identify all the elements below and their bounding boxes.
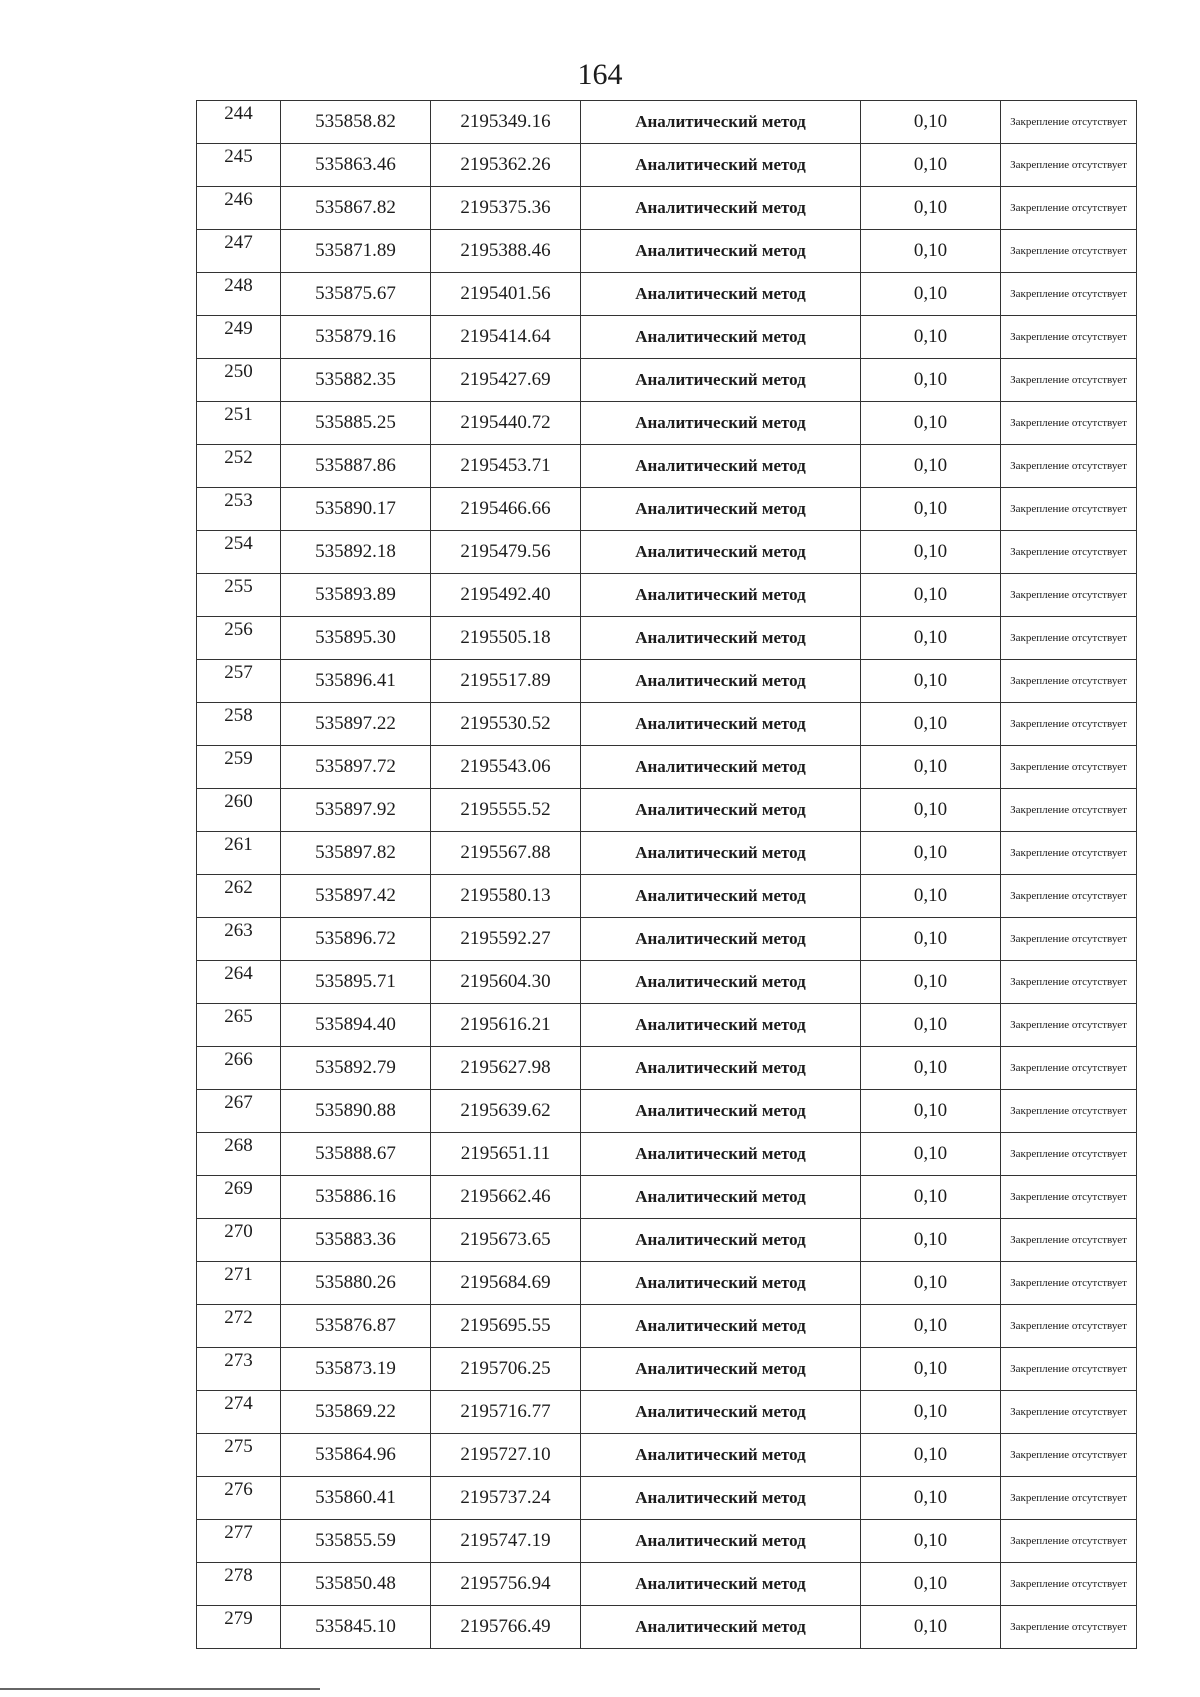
table-row	[197, 1047, 1137, 1090]
accuracy-cell: 0,10	[861, 703, 1001, 746]
accuracy-cell: 0,10	[861, 961, 1001, 1004]
method-cell: Аналитический метод	[581, 1563, 861, 1606]
x-coordinate-cell: 535885.25	[281, 402, 431, 445]
table-row	[197, 574, 1137, 617]
table-row	[197, 1520, 1137, 1563]
y-coordinate-cell: 2195517.89	[431, 660, 581, 703]
table-row	[197, 1606, 1137, 1649]
method-cell: Аналитический метод	[581, 1219, 861, 1262]
method-cell: Аналитический метод	[581, 1477, 861, 1520]
method-cell: Аналитический метод	[581, 402, 861, 445]
fixation-cell: Закрепление отсутствует	[1001, 187, 1137, 230]
fixation-cell: Закрепление отсутствует	[1001, 789, 1137, 832]
x-coordinate-cell: 535864.96	[281, 1434, 431, 1477]
accuracy-cell: 0,10	[861, 1477, 1001, 1520]
method-cell: Аналитический метод	[581, 316, 861, 359]
method-cell: Аналитический метод	[581, 144, 861, 187]
method-cell: Аналитический метод	[581, 101, 861, 144]
table-row	[197, 660, 1137, 703]
y-coordinate-cell: 2195684.69	[431, 1262, 581, 1305]
table-row	[197, 789, 1137, 832]
method-cell: Аналитический метод	[581, 1004, 861, 1047]
point-number-cell: 270	[197, 1219, 281, 1262]
fixation-cell: Закрепление отсутствует	[1001, 1520, 1137, 1563]
fixation-cell: Закрепление отсутствует	[1001, 1133, 1137, 1176]
x-coordinate-cell: 535897.72	[281, 746, 431, 789]
accuracy-cell: 0,10	[861, 1391, 1001, 1434]
accuracy-cell: 0,10	[861, 918, 1001, 961]
point-number-cell: 259	[197, 746, 281, 789]
table-row	[197, 1004, 1137, 1047]
table-row	[197, 230, 1137, 273]
point-number-cell: 263	[197, 918, 281, 961]
y-coordinate-cell: 2195604.30	[431, 961, 581, 1004]
fixation-cell: Закрепление отсутствует	[1001, 1219, 1137, 1262]
method-cell: Аналитический метод	[581, 746, 861, 789]
y-coordinate-cell: 2195737.24	[431, 1477, 581, 1520]
x-coordinate-cell: 535892.79	[281, 1047, 431, 1090]
x-coordinate-cell: 535863.46	[281, 144, 431, 187]
method-cell: Аналитический метод	[581, 789, 861, 832]
fixation-cell: Закрепление отсутствует	[1001, 1606, 1137, 1649]
table-row	[197, 1090, 1137, 1133]
table-row	[197, 531, 1137, 574]
fixation-cell: Закрепление отсутствует	[1001, 230, 1137, 273]
accuracy-cell: 0,10	[861, 445, 1001, 488]
point-number-cell: 274	[197, 1391, 281, 1434]
method-cell: Аналитический метод	[581, 1520, 861, 1563]
table-row	[197, 1348, 1137, 1391]
table-row	[197, 918, 1137, 961]
x-coordinate-cell: 535887.86	[281, 445, 431, 488]
x-coordinate-cell: 535871.89	[281, 230, 431, 273]
y-coordinate-cell: 2195388.46	[431, 230, 581, 273]
table-row	[197, 187, 1137, 230]
y-coordinate-cell: 2195555.52	[431, 789, 581, 832]
x-coordinate-cell: 535895.71	[281, 961, 431, 1004]
fixation-cell: Закрепление отсутствует	[1001, 273, 1137, 316]
point-number-cell: 275	[197, 1434, 281, 1477]
method-cell: Аналитический метод	[581, 832, 861, 875]
accuracy-cell: 0,10	[861, 273, 1001, 316]
x-coordinate-cell: 535893.89	[281, 574, 431, 617]
accuracy-cell: 0,10	[861, 1262, 1001, 1305]
point-number-cell: 246	[197, 187, 281, 230]
x-coordinate-cell: 535897.22	[281, 703, 431, 746]
y-coordinate-cell: 2195567.88	[431, 832, 581, 875]
point-number-cell: 255	[197, 574, 281, 617]
method-cell: Аналитический метод	[581, 187, 861, 230]
method-cell: Аналитический метод	[581, 1047, 861, 1090]
point-number-cell: 264	[197, 961, 281, 1004]
table-row	[197, 488, 1137, 531]
method-cell: Аналитический метод	[581, 961, 861, 1004]
y-coordinate-cell: 2195592.27	[431, 918, 581, 961]
point-number-cell: 261	[197, 832, 281, 875]
fixation-cell: Закрепление отсутствует	[1001, 1047, 1137, 1090]
table-row	[197, 1219, 1137, 1262]
accuracy-cell: 0,10	[861, 1520, 1001, 1563]
y-coordinate-cell: 2195530.52	[431, 703, 581, 746]
x-coordinate-cell: 535876.87	[281, 1305, 431, 1348]
table-row	[197, 1262, 1137, 1305]
fixation-cell: Закрепление отсутствует	[1001, 531, 1137, 574]
x-coordinate-cell: 535897.82	[281, 832, 431, 875]
y-coordinate-cell: 2195747.19	[431, 1520, 581, 1563]
table-row	[197, 961, 1137, 1004]
point-number-cell: 273	[197, 1348, 281, 1391]
method-cell: Аналитический метод	[581, 230, 861, 273]
accuracy-cell: 0,10	[861, 316, 1001, 359]
x-coordinate-cell: 535858.82	[281, 101, 431, 144]
x-coordinate-cell: 535855.59	[281, 1520, 431, 1563]
method-cell: Аналитический метод	[581, 1348, 861, 1391]
accuracy-cell: 0,10	[861, 1434, 1001, 1477]
accuracy-cell: 0,10	[861, 402, 1001, 445]
point-number-cell: 248	[197, 273, 281, 316]
table-row	[197, 1563, 1137, 1606]
fixation-cell: Закрепление отсутствует	[1001, 961, 1137, 1004]
table-row	[197, 617, 1137, 660]
point-number-cell: 245	[197, 144, 281, 187]
accuracy-cell: 0,10	[861, 1133, 1001, 1176]
table-row	[197, 402, 1137, 445]
method-cell: Аналитический метод	[581, 273, 861, 316]
method-cell: Аналитический метод	[581, 1434, 861, 1477]
point-number-cell: 276	[197, 1477, 281, 1520]
point-number-cell: 258	[197, 703, 281, 746]
y-coordinate-cell: 2195627.98	[431, 1047, 581, 1090]
point-number-cell: 262	[197, 875, 281, 918]
table-row	[197, 359, 1137, 402]
method-cell: Аналитический метод	[581, 1262, 861, 1305]
point-number-cell: 271	[197, 1262, 281, 1305]
method-cell: Аналитический метод	[581, 617, 861, 660]
method-cell: Аналитический метод	[581, 445, 861, 488]
table-row	[197, 746, 1137, 789]
point-number-cell: 244	[197, 101, 281, 144]
x-coordinate-cell: 535850.48	[281, 1563, 431, 1606]
table-row	[197, 445, 1137, 488]
fixation-cell: Закрепление отсутствует	[1001, 703, 1137, 746]
fixation-cell: Закрепление отсутствует	[1001, 1090, 1137, 1133]
x-coordinate-cell: 535894.40	[281, 1004, 431, 1047]
fixation-cell: Закрепление отсутствует	[1001, 359, 1137, 402]
y-coordinate-cell: 2195375.36	[431, 187, 581, 230]
fixation-cell: Закрепление отсутствует	[1001, 101, 1137, 144]
point-number-cell: 252	[197, 445, 281, 488]
accuracy-cell: 0,10	[861, 1563, 1001, 1606]
fixation-cell: Закрепление отсутствует	[1001, 402, 1137, 445]
scan-edge-line	[0, 1688, 320, 1690]
y-coordinate-cell: 2195662.46	[431, 1176, 581, 1219]
method-cell: Аналитический метод	[581, 1176, 861, 1219]
x-coordinate-cell: 535879.16	[281, 316, 431, 359]
point-number-cell: 254	[197, 531, 281, 574]
method-cell: Аналитический метод	[581, 1305, 861, 1348]
fixation-cell: Закрепление отсутствует	[1001, 1348, 1137, 1391]
fixation-cell: Закрепление отсутствует	[1001, 918, 1137, 961]
point-number-cell: 269	[197, 1176, 281, 1219]
accuracy-cell: 0,10	[861, 1219, 1001, 1262]
accuracy-cell: 0,10	[861, 101, 1001, 144]
x-coordinate-cell: 535883.36	[281, 1219, 431, 1262]
point-number-cell: 272	[197, 1305, 281, 1348]
accuracy-cell: 0,10	[861, 875, 1001, 918]
accuracy-cell: 0,10	[861, 144, 1001, 187]
fixation-cell: Закрепление отсутствует	[1001, 445, 1137, 488]
x-coordinate-cell: 535890.17	[281, 488, 431, 531]
fixation-cell: Закрепление отсутствует	[1001, 1176, 1137, 1219]
accuracy-cell: 0,10	[861, 230, 1001, 273]
y-coordinate-cell: 2195349.16	[431, 101, 581, 144]
table-row	[197, 1133, 1137, 1176]
y-coordinate-cell: 2195453.71	[431, 445, 581, 488]
y-coordinate-cell: 2195580.13	[431, 875, 581, 918]
x-coordinate-cell: 535845.10	[281, 1606, 431, 1649]
point-number-cell: 257	[197, 660, 281, 703]
point-number-cell: 277	[197, 1520, 281, 1563]
fixation-cell: Закрепление отсутствует	[1001, 488, 1137, 531]
y-coordinate-cell: 2195362.26	[431, 144, 581, 187]
point-number-cell: 265	[197, 1004, 281, 1047]
accuracy-cell: 0,10	[861, 187, 1001, 230]
fixation-cell: Закрепление отсутствует	[1001, 1477, 1137, 1520]
page-number: 164	[577, 58, 623, 91]
table-row	[197, 273, 1137, 316]
method-cell: Аналитический метод	[581, 660, 861, 703]
fixation-cell: Закрепление отсутствует	[1001, 144, 1137, 187]
fixation-cell: Закрепление отсутствует	[1001, 875, 1137, 918]
y-coordinate-cell: 2195505.18	[431, 617, 581, 660]
accuracy-cell: 0,10	[861, 1090, 1001, 1133]
fixation-cell: Закрепление отсутствует	[1001, 660, 1137, 703]
table-row	[197, 1391, 1137, 1434]
accuracy-cell: 0,10	[861, 660, 1001, 703]
x-coordinate-cell: 535860.41	[281, 1477, 431, 1520]
y-coordinate-cell: 2195414.64	[431, 316, 581, 359]
y-coordinate-cell: 2195440.72	[431, 402, 581, 445]
x-coordinate-cell: 535896.41	[281, 660, 431, 703]
table-row	[197, 832, 1137, 875]
fixation-cell: Закрепление отсутствует	[1001, 316, 1137, 359]
y-coordinate-cell: 2195695.55	[431, 1305, 581, 1348]
method-cell: Аналитический метод	[581, 875, 861, 918]
coordinates-table	[196, 100, 1137, 1649]
x-coordinate-cell: 535882.35	[281, 359, 431, 402]
x-coordinate-cell: 535867.82	[281, 187, 431, 230]
point-number-cell: 268	[197, 1133, 281, 1176]
y-coordinate-cell: 2195427.69	[431, 359, 581, 402]
accuracy-cell: 0,10	[861, 531, 1001, 574]
accuracy-cell: 0,10	[861, 1305, 1001, 1348]
y-coordinate-cell: 2195716.77	[431, 1391, 581, 1434]
point-number-cell: 253	[197, 488, 281, 531]
accuracy-cell: 0,10	[861, 1047, 1001, 1090]
accuracy-cell: 0,10	[861, 1004, 1001, 1047]
fixation-cell: Закрепление отсутствует	[1001, 1391, 1137, 1434]
point-number-cell: 250	[197, 359, 281, 402]
accuracy-cell: 0,10	[861, 574, 1001, 617]
y-coordinate-cell: 2195543.06	[431, 746, 581, 789]
x-coordinate-cell: 535888.67	[281, 1133, 431, 1176]
point-number-cell: 251	[197, 402, 281, 445]
fixation-cell: Закрепление отсутствует	[1001, 617, 1137, 660]
y-coordinate-cell: 2195479.56	[431, 531, 581, 574]
table-row	[197, 1176, 1137, 1219]
method-cell: Аналитический метод	[581, 1090, 861, 1133]
fixation-cell: Закрепление отсутствует	[1001, 1262, 1137, 1305]
x-coordinate-cell: 535897.42	[281, 875, 431, 918]
method-cell: Аналитический метод	[581, 1606, 861, 1649]
point-number-cell: 260	[197, 789, 281, 832]
x-coordinate-cell: 535896.72	[281, 918, 431, 961]
method-cell: Аналитический метод	[581, 359, 861, 402]
fixation-cell: Закрепление отсутствует	[1001, 1434, 1137, 1477]
accuracy-cell: 0,10	[861, 617, 1001, 660]
accuracy-cell: 0,10	[861, 1176, 1001, 1219]
point-number-cell: 279	[197, 1606, 281, 1649]
accuracy-cell: 0,10	[861, 746, 1001, 789]
y-coordinate-cell: 2195727.10	[431, 1434, 581, 1477]
x-coordinate-cell: 535897.92	[281, 789, 431, 832]
y-coordinate-cell: 2195756.94	[431, 1563, 581, 1606]
method-cell: Аналитический метод	[581, 1391, 861, 1434]
accuracy-cell: 0,10	[861, 488, 1001, 531]
x-coordinate-cell: 535890.88	[281, 1090, 431, 1133]
point-number-cell: 247	[197, 230, 281, 273]
accuracy-cell: 0,10	[861, 789, 1001, 832]
table-row	[197, 101, 1137, 144]
method-cell: Аналитический метод	[581, 531, 861, 574]
fixation-cell: Закрепление отсутствует	[1001, 1004, 1137, 1047]
fixation-cell: Закрепление отсутствует	[1001, 832, 1137, 875]
method-cell: Аналитический метод	[581, 918, 861, 961]
x-coordinate-cell: 535892.18	[281, 531, 431, 574]
x-coordinate-cell: 535869.22	[281, 1391, 431, 1434]
x-coordinate-cell: 535895.30	[281, 617, 431, 660]
y-coordinate-cell: 2195766.49	[431, 1606, 581, 1649]
x-coordinate-cell: 535875.67	[281, 273, 431, 316]
table-row	[197, 1305, 1137, 1348]
y-coordinate-cell: 2195706.25	[431, 1348, 581, 1391]
point-number-cell: 256	[197, 617, 281, 660]
point-number-cell: 266	[197, 1047, 281, 1090]
point-number-cell: 267	[197, 1090, 281, 1133]
method-cell: Аналитический метод	[581, 488, 861, 531]
x-coordinate-cell: 535886.16	[281, 1176, 431, 1219]
y-coordinate-cell: 2195673.65	[431, 1219, 581, 1262]
x-coordinate-cell: 535880.26	[281, 1262, 431, 1305]
fixation-cell: Закрепление отсутствует	[1001, 1305, 1137, 1348]
y-coordinate-cell: 2195616.21	[431, 1004, 581, 1047]
x-coordinate-cell: 535873.19	[281, 1348, 431, 1391]
table-body	[197, 101, 1137, 1649]
y-coordinate-cell: 2195401.56	[431, 273, 581, 316]
point-number-cell: 278	[197, 1563, 281, 1606]
y-coordinate-cell: 2195492.40	[431, 574, 581, 617]
fixation-cell: Закрепление отсутствует	[1001, 1563, 1137, 1606]
fixation-cell: Закрепление отсутствует	[1001, 574, 1137, 617]
y-coordinate-cell: 2195639.62	[431, 1090, 581, 1133]
method-cell: Аналитический метод	[581, 703, 861, 746]
accuracy-cell: 0,10	[861, 832, 1001, 875]
table-row	[197, 1434, 1137, 1477]
method-cell: Аналитический метод	[581, 574, 861, 617]
y-coordinate-cell: 2195466.66	[431, 488, 581, 531]
accuracy-cell: 0,10	[861, 1348, 1001, 1391]
table-row	[197, 703, 1137, 746]
method-cell: Аналитический метод	[581, 1133, 861, 1176]
table-row	[197, 316, 1137, 359]
y-coordinate-cell: 2195651.11	[431, 1133, 581, 1176]
table-row	[197, 144, 1137, 187]
table-row	[197, 1477, 1137, 1520]
fixation-cell: Закрепление отсутствует	[1001, 746, 1137, 789]
table-row	[197, 875, 1137, 918]
accuracy-cell: 0,10	[861, 1606, 1001, 1649]
accuracy-cell: 0,10	[861, 359, 1001, 402]
point-number-cell: 249	[197, 316, 281, 359]
